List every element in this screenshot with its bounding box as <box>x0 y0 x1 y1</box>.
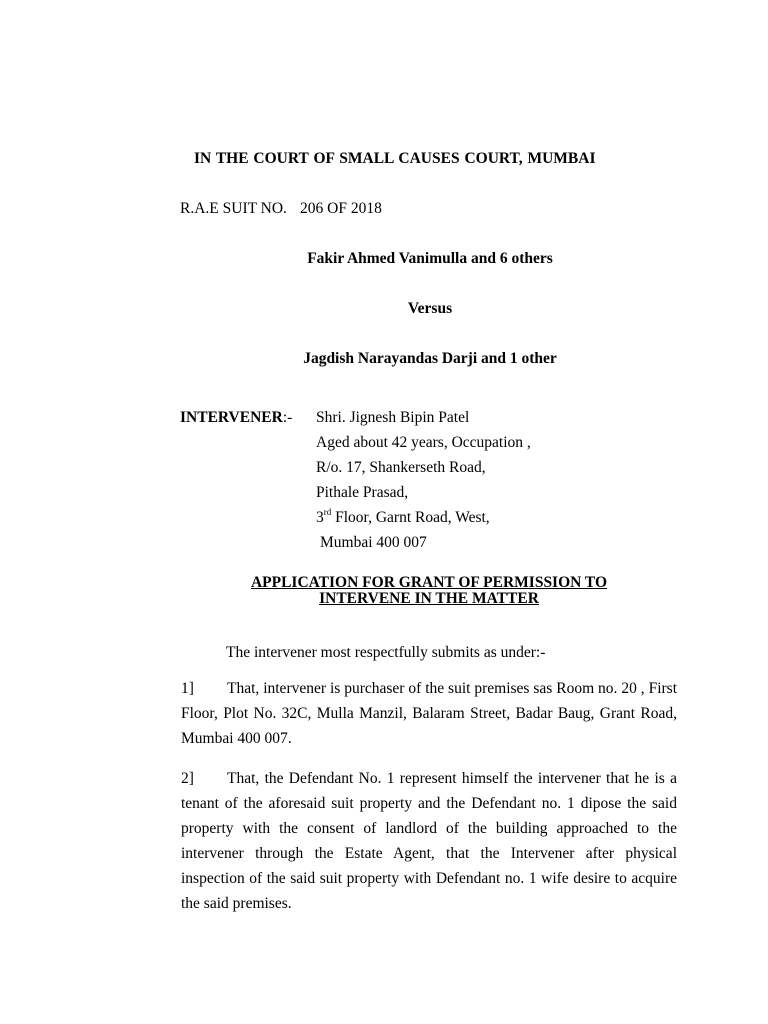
intervener-separator: :- <box>282 409 293 426</box>
paragraph-number: 1] <box>181 680 194 697</box>
intervener-address-line2: Pithale Prasad, <box>316 484 409 501</box>
plaintiff-name: Fakir Ahmed Vanimulla and 6 others <box>307 250 553 267</box>
floor-number: 3 <box>316 509 324 526</box>
application-title-line1: APPLICATION FOR GRANT OF PERMISSION TO <box>250 574 608 591</box>
floor-suffix: rd <box>323 507 332 517</box>
paragraph-number: 2] <box>181 770 194 787</box>
paragraph-text: That, intervener is purchaser of the suit premises sas Room no. 20 , First Floor, Plot No. 32C, Mulla Manzil, Balaram Street, Badar Baug, Grant Road, Mumbai 400 007. <box>181 680 677 747</box>
intervener-label: INTERVENER <box>180 409 283 426</box>
floor-rest: Floor, Garnt Road, West, <box>331 509 490 526</box>
suit-number: 206 OF 2018 <box>300 200 382 217</box>
intervener-name: Shri. Jignesh Bipin Patel <box>316 409 470 426</box>
intervener-city: Mumbai 400 007 <box>320 534 427 551</box>
paragraph-text: That, the Defendant No. 1 represent himself the intervener that he is a tenant of the aforesaid suit property and the Defendant no. 1 dipose the said property with the consent of landlord of the building approached to the intervener through the Estate Agent, that the Intervener after physical inspection of the said suit property with Defendant no. 1 wife desire to acquire the said premises. <box>181 770 677 912</box>
paragraph-1 <box>181 676 677 751</box>
versus-label: Versus <box>407 300 453 317</box>
intervener-address-line1: R/o. 17, Shankerseth Road, <box>316 459 486 476</box>
defendant-name: Jagdish Narayandas Darji and 1 other <box>303 350 557 367</box>
intervener-address-floor <box>316 509 490 527</box>
application-title <box>180 575 678 607</box>
paragraph-2 <box>181 766 677 916</box>
suit-label: R.A.E SUIT NO. <box>180 200 287 217</box>
intro-text: The intervener most respectfully submits as under:- <box>226 644 546 661</box>
intervener-heading <box>180 409 292 427</box>
court-title: IN THE COURT OF SMALL CAUSES COURT, MUMBAI <box>194 150 596 167</box>
application-title-line2: INTERVENE IN THE MATTER <box>319 590 539 607</box>
intervener-age-occupation: Aged about 42 years, Occupation , <box>316 434 531 451</box>
